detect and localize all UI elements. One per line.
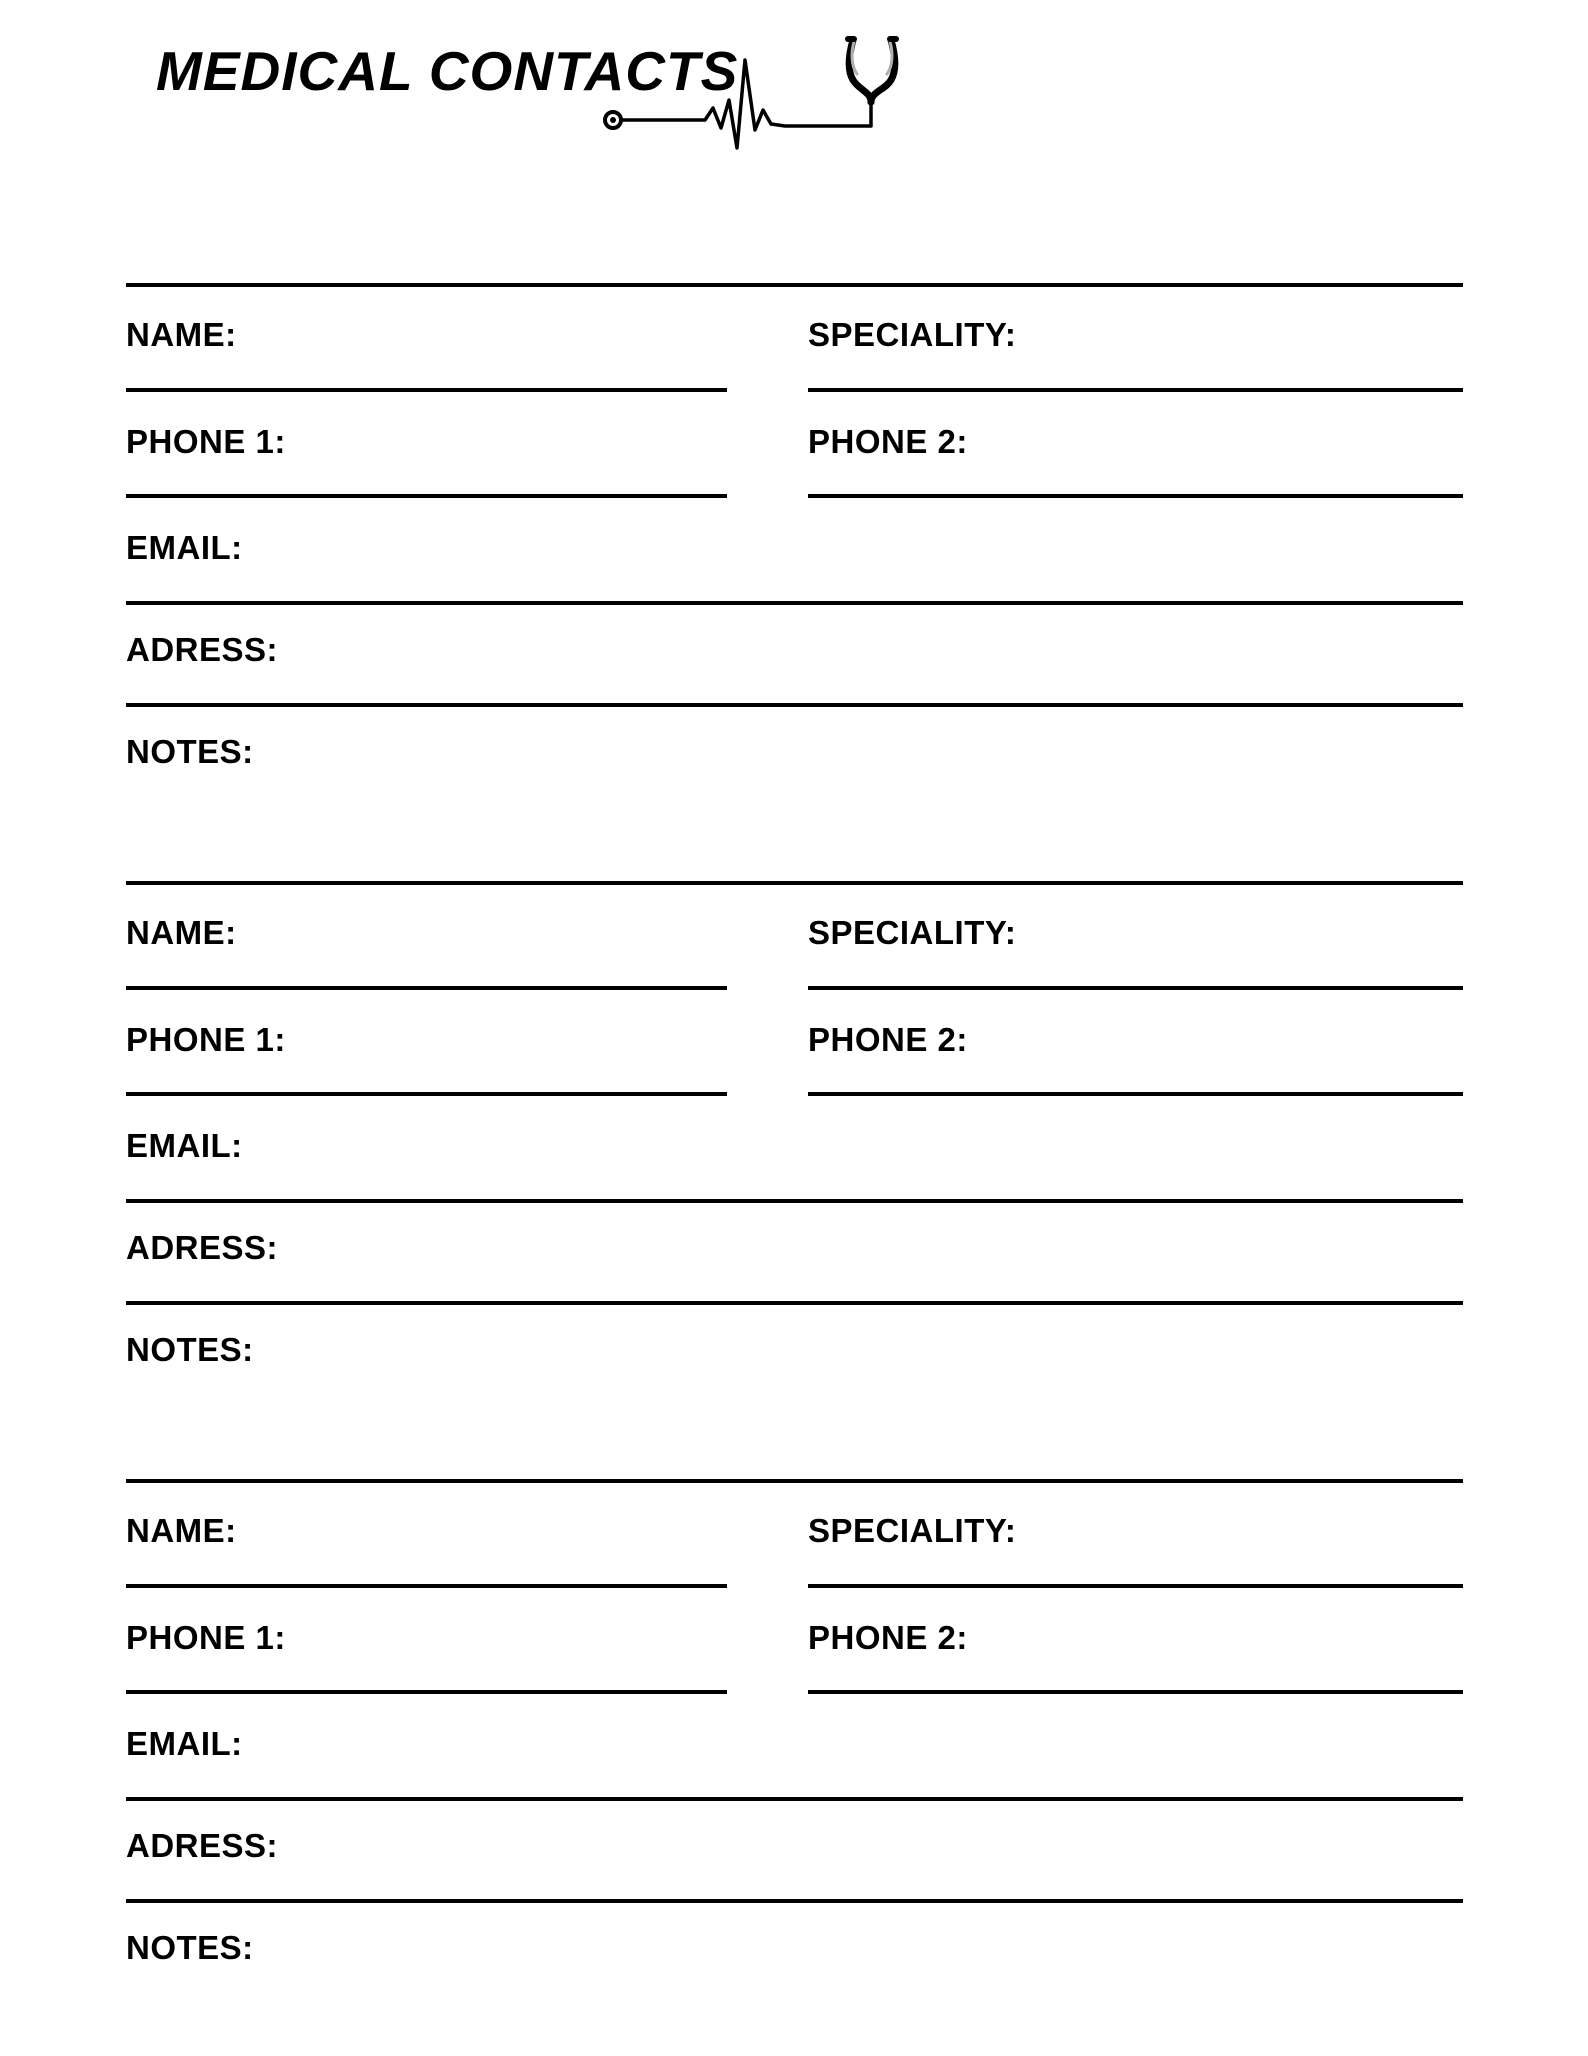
contact-card <box>0 1196 1588 1966</box>
phone1-field-line[interactable] <box>126 1092 727 1096</box>
speciality-field-line[interactable] <box>808 986 1463 990</box>
address-field-line[interactable] <box>126 1899 1463 1903</box>
notes-label: NOTES: <box>126 1331 254 1368</box>
name-label: NAME: <box>126 1512 237 1549</box>
phone1-field-line[interactable] <box>126 1690 727 1694</box>
phone1-label: PHONE 1: <box>126 1619 286 1656</box>
email-label: EMAIL: <box>126 1127 243 1164</box>
contact-card <box>0 598 1588 1368</box>
email-field-line[interactable] <box>126 1797 1463 1801</box>
phone2-label: PHONE 2: <box>808 423 968 460</box>
contact-card <box>0 0 1588 770</box>
speciality-field-line[interactable] <box>808 388 1463 392</box>
phone2-field-line[interactable] <box>808 494 1463 498</box>
address-label: ADRESS: <box>126 631 279 668</box>
address-label: ADRESS: <box>126 1229 279 1266</box>
phone1-label: PHONE 1: <box>126 1021 286 1058</box>
notes-label: NOTES: <box>126 733 254 770</box>
name-field-line[interactable] <box>126 986 727 990</box>
phone2-label: PHONE 2: <box>808 1619 968 1656</box>
speciality-label: SPECIALITY: <box>808 1512 1017 1549</box>
email-label: EMAIL: <box>126 1725 243 1762</box>
email-label: EMAIL: <box>126 529 243 566</box>
name-field-line[interactable] <box>126 1584 727 1588</box>
section-top-rule <box>126 1479 1463 1483</box>
notes-label: NOTES: <box>126 1929 254 1966</box>
speciality-field-line[interactable] <box>808 1584 1463 1588</box>
section-top-rule <box>126 283 1463 287</box>
phone2-label: PHONE 2: <box>808 1021 968 1058</box>
speciality-label: SPECIALITY: <box>808 316 1017 353</box>
address-label: ADRESS: <box>126 1827 279 1864</box>
page-title: MEDICAL CONTACTS <box>156 40 739 102</box>
section-top-rule <box>126 881 1463 885</box>
phone1-label: PHONE 1: <box>126 423 286 460</box>
phone2-field-line[interactable] <box>808 1092 1463 1096</box>
name-field-line[interactable] <box>126 388 727 392</box>
phone1-field-line[interactable] <box>126 494 727 498</box>
phone2-field-line[interactable] <box>808 1690 1463 1694</box>
name-label: NAME: <box>126 316 237 353</box>
speciality-label: SPECIALITY: <box>808 914 1017 951</box>
name-label: NAME: <box>126 914 237 951</box>
